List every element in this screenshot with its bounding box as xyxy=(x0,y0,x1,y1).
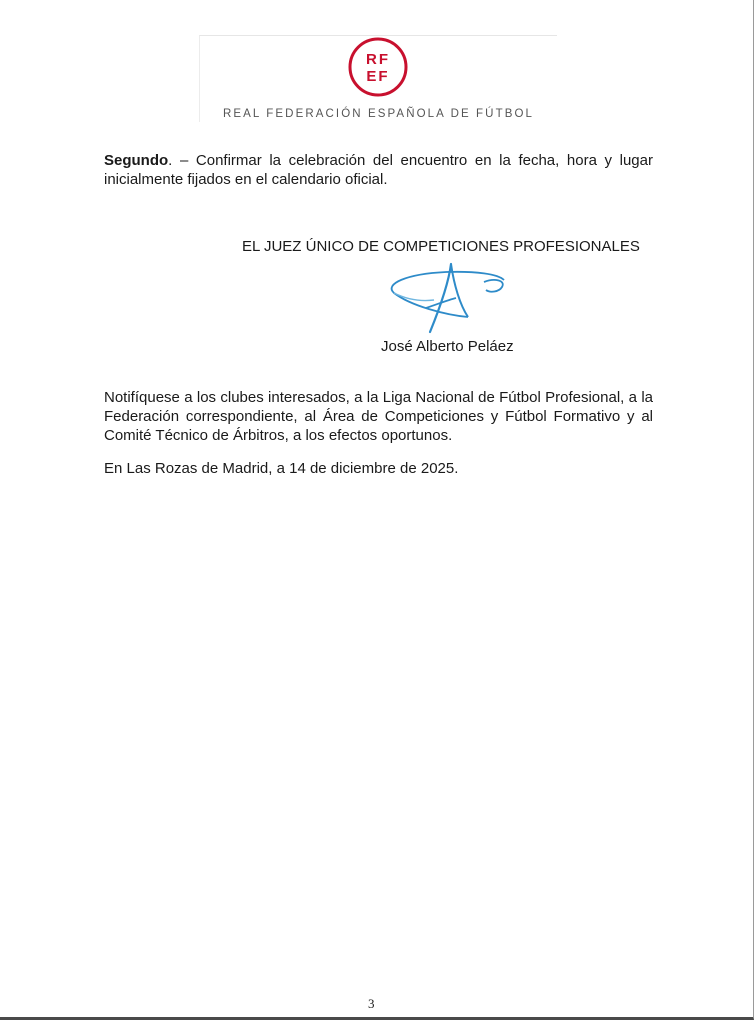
signature-image xyxy=(386,260,516,335)
logo-line-2: EF xyxy=(366,68,390,85)
federation-name: REAL FEDERACIÓN ESPAÑOLA DE FÚTBOL xyxy=(222,108,535,120)
segundo-paragraph xyxy=(104,151,653,189)
letterhead xyxy=(199,35,557,122)
segundo-heading: Segundo xyxy=(104,152,169,169)
notification-paragraph: Notifíquese a los clubes interesados, a la Liga Nacional de Fútbol Profesional, a la Federación correspondiente, al Área de Competiciones y Fútbol Formativo y al Comité Técnico de Árbitros, a los efectos oportunos. xyxy=(104,389,653,444)
date-line: En Las Rozas de Madrid, a 14 de diciembre de 2025. xyxy=(104,460,459,477)
rfef-logo xyxy=(347,36,409,98)
logo-line-1: RF xyxy=(366,51,390,68)
segundo-text: . – Confirmar la celebración del encuentro en la fecha, hora y lugar inicialmente fijados en el calendario oficial. xyxy=(104,152,653,188)
signer-name: José Alberto Peláez xyxy=(381,338,514,355)
page-number: 3 xyxy=(368,996,375,1011)
judge-title: EL JUEZ ÚNICO DE COMPETICIONES PROFESIONALES xyxy=(242,238,640,255)
